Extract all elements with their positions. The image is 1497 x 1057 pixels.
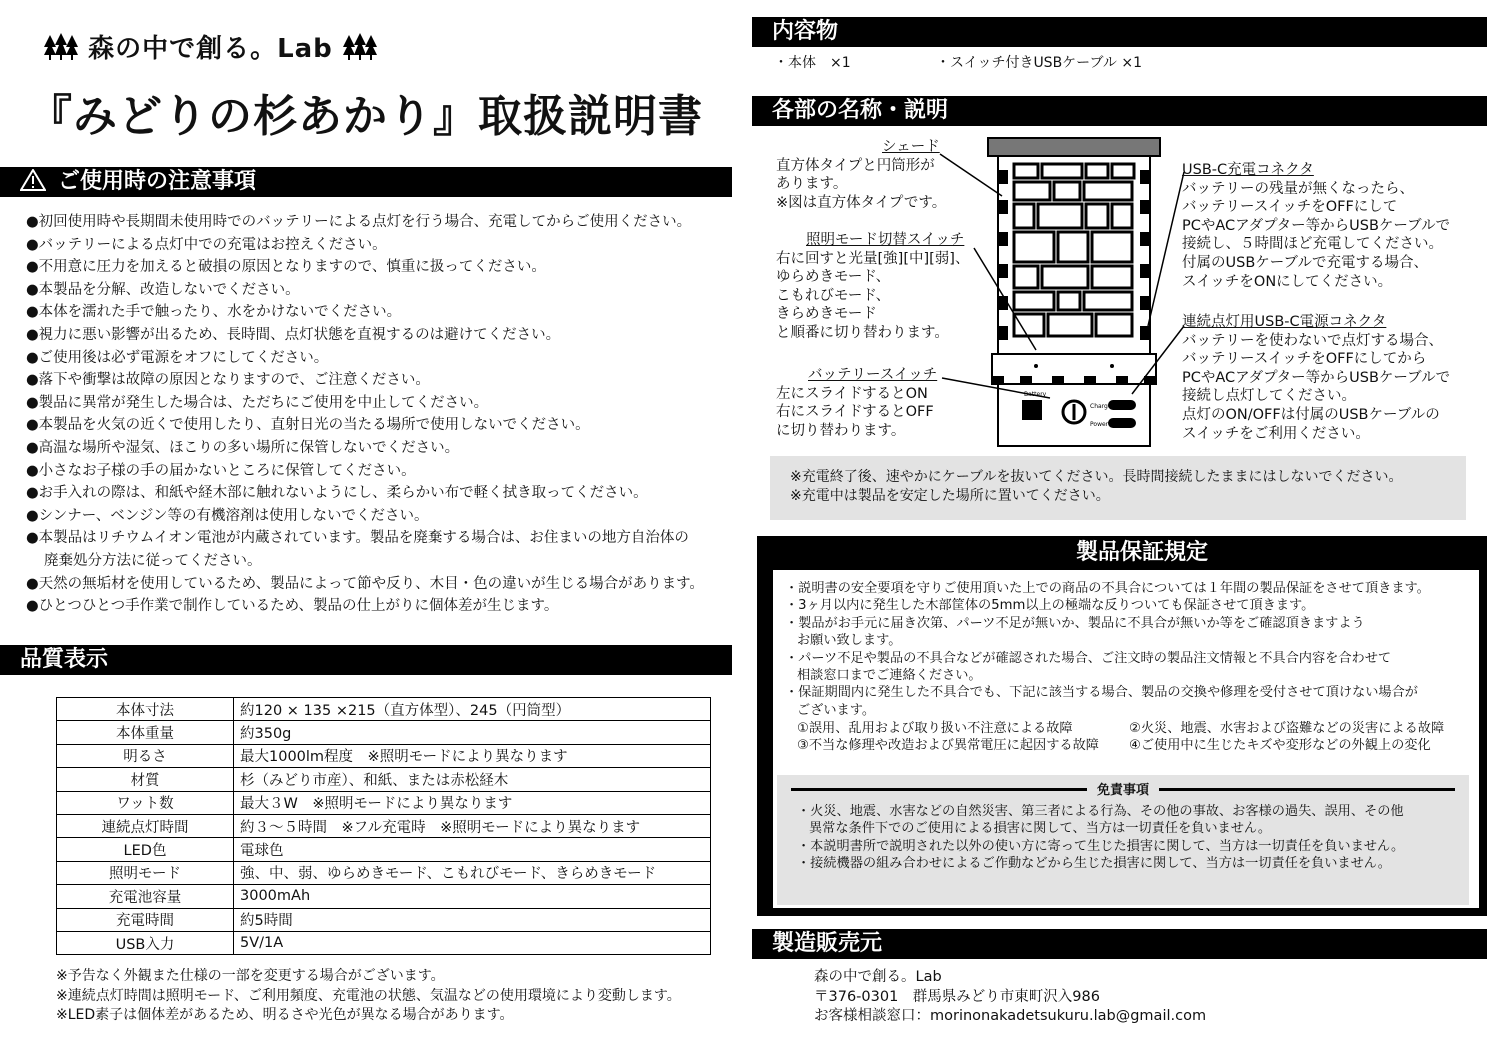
- maker-header: [752, 929, 1487, 959]
- list-item: 相談窓口までご連絡ください。: [797, 668, 982, 684]
- power-line: スイッチをご利用ください。: [1182, 425, 1370, 442]
- list-item: ございます。: [797, 702, 876, 718]
- list-item: ・本説明書所で説明された以外の使い方に寄って生じた損害に関して、当方は一切責任を負いません。: [797, 838, 1405, 854]
- list-item: ●視力に悪い影響が出るため、長時間、点灯状態を直視するのは避けてください。: [26, 326, 561, 343]
- spec-key: 充電時間: [57, 908, 234, 931]
- warranty-body: [773, 570, 1479, 908]
- note: ※連続点灯時間は照明モード、ご利用頻度、充電池の状態、気温などの使用環境により変動します。: [56, 987, 681, 1004]
- tree-icon: [44, 33, 78, 61]
- usbc-line: バッテリーの残量が無くなったら、: [1182, 180, 1414, 197]
- maker-heading: 製造販売元: [772, 931, 883, 956]
- spec-key: 本体重量: [57, 721, 234, 744]
- precautions-header: [0, 167, 732, 197]
- exclusion-cases: [797, 720, 1444, 755]
- spec-value: 強、中、弱、ゆらめきモード、こもれびモード、きらめきモード: [234, 861, 711, 884]
- list-item: ●小さなお子様の手の届かないところに保管してください。: [26, 462, 416, 479]
- list-item: 異常な条件下でのご使用による損害に関して、当方は一切責任を負いません。: [809, 821, 1272, 837]
- mode-line: こもれびモード、: [776, 287, 891, 304]
- table-row: [57, 908, 711, 931]
- battery-title: バッテリースイッチ: [808, 367, 938, 383]
- list-item: ・パーツ不足や製品の不具合などが確認された場合、ご注文時の製品注文情報と不具合内容を合わせて: [785, 650, 1392, 666]
- spec-key: LED色: [57, 838, 234, 861]
- mode-line: 右に回すと光量[強][中][弱]、: [776, 250, 970, 267]
- spec-value: 約350g: [234, 721, 711, 744]
- mode-title: 照明モード切替スイッチ: [806, 232, 965, 248]
- list-item: ・接続機器の組み合わせによるご作動などから生じた損害に関して、当方は一切責任を負いません。: [797, 856, 1391, 872]
- quality-header: [0, 645, 732, 675]
- brand-name: 森の中で創る。Lab: [88, 34, 333, 64]
- power-line: バッテリースイッチをOFFにしてから: [1182, 351, 1427, 368]
- warranty-list: [785, 580, 1430, 719]
- list-item: ●本製品はリチウムイオン電池が内蔵されています。製品を廃棄する場合は、お住まいの地方自治体の: [26, 530, 689, 547]
- list-item: 廃棄処分方法に従ってください。: [44, 552, 262, 569]
- table-row: [57, 931, 711, 954]
- list-item: ●本製品を分解、改造しないでください。: [26, 281, 300, 298]
- spec-value: 杉（みどり市産）、和紙、または赤松経木: [234, 768, 711, 791]
- spec-key: 材質: [57, 768, 234, 791]
- spec-value: 約5時間: [234, 908, 711, 931]
- maker-contact: お客様相談窓口：morinonakadetsukuru.lab@gmail.com: [814, 1008, 1207, 1024]
- shade-title: シェード: [882, 139, 940, 155]
- spec-key: 連続点灯時間: [57, 814, 234, 837]
- table-row: [57, 698, 711, 721]
- list-item: ・保証期間内に発生した不具合でも、下記に該当する場合、製品の交換や修理を受付させて頂けない場合が: [785, 685, 1418, 701]
- list-item: ・製品がお手元に届き次第、パーツ不足が無いか、製品に不具合が無いか等をご確認頂きますよう: [785, 615, 1365, 631]
- power-title: 連続点灯用USB-C電源コネクタ: [1182, 314, 1387, 330]
- case-item: ①誤用、乱用および取り扱い不注意による故障: [797, 721, 1073, 736]
- list-item: お願い致します。: [797, 633, 902, 649]
- table-row: [57, 814, 711, 837]
- mode-line: きらめきモード: [776, 306, 877, 323]
- spec-value: 約３～５時間 ※フル充電時 ※照明モードにより異なります: [234, 814, 711, 837]
- mode-line: ゆらめきモード、: [776, 269, 891, 286]
- list-item: ●お手入れの際は、和紙や経木部に触れないようにし、柔らかい布で軽く拭き取ってください。: [26, 485, 648, 502]
- label-shade: [776, 138, 946, 212]
- warranty-heading: 製品保証規定: [1075, 540, 1208, 565]
- precautions-heading: ご使用時の注意事項: [58, 169, 257, 194]
- list-item: ●本体を濡れた手で触ったり、水をかけないでください。: [26, 304, 402, 321]
- contents-item-body: ・本体 ×1: [774, 55, 851, 71]
- label-usbc-charge: [1182, 161, 1450, 291]
- spec-value: 約120 × 135 ×215（直方体型）、245（円筒型）: [234, 698, 711, 721]
- table-row: [57, 838, 711, 861]
- shade-line: ※図は直方体タイプです。: [776, 194, 947, 211]
- list-item: ●シンナー、ベンジン等の有機溶剤は使用しないでください。: [26, 507, 429, 524]
- contents-header: [752, 17, 1487, 47]
- list-item: ・3ヶ月以内に発生した木部筐体の5mm以上の極端な反りついても保証させて頂きます。: [785, 598, 1315, 614]
- list-item: ●不用意に圧力を加えると破損の原因となりますので、慎重に扱ってください。: [26, 259, 546, 276]
- spec-key: USB入力: [57, 931, 234, 954]
- usbc-title: USB-C充電コネクタ: [1182, 162, 1314, 178]
- page-title: 『みどりの杉あかり』取扱説明書: [28, 91, 703, 142]
- parts-header: [752, 96, 1487, 126]
- spec-value: 5V/1A: [234, 931, 711, 954]
- diagram-label: Battery: [1024, 391, 1047, 398]
- quality-heading: 品質表示: [20, 647, 109, 672]
- contents-heading: 内容物: [772, 19, 839, 44]
- usbc-line: スイッチをONにしてください。: [1182, 273, 1393, 290]
- usbc-line: PCやACアダプター等からUSBケーブルで: [1182, 217, 1451, 234]
- usbc-line: 付属のUSBケーブルで充電する場合、: [1182, 254, 1428, 271]
- warranty-section: [757, 536, 1487, 916]
- list-item: ●初回使用時や長期間未使用時でのバッテリーによる点灯を行う場合、充電してからご使用ください。: [26, 214, 692, 230]
- spec-value: 最大1000lm程度 ※照明モードにより異なります: [234, 744, 711, 767]
- spec-value: 電球色: [234, 838, 711, 861]
- spec-key: 明るさ: [57, 744, 234, 767]
- list-item: ●製品に異常が発生した場合は、ただちにご使用を中止してください。: [26, 394, 489, 411]
- disclaimer-heading: 免責事項: [1087, 783, 1159, 798]
- table-row: [57, 768, 711, 791]
- disclaimer-box: [777, 775, 1469, 905]
- maker-info: [814, 968, 1206, 1027]
- note: ※充電中は製品を安定した場所に置いてください。: [790, 488, 1110, 504]
- battery-line: に切り替わります。: [776, 422, 906, 439]
- power-line: 点灯のON/OFFは付属のUSBケーブルの: [1182, 406, 1440, 423]
- spec-table: [56, 697, 711, 955]
- spec-value: 最大３W ※照明モードにより異なります: [234, 791, 711, 814]
- maker-name: 森の中で創る。Lab: [814, 969, 942, 985]
- parts-heading: 各部の名称・説明: [772, 98, 949, 123]
- table-row: [57, 861, 711, 884]
- precautions-list: [26, 211, 704, 618]
- table-row: [57, 721, 711, 744]
- spec-key: 充電池容量: [57, 885, 234, 908]
- usbc-line: 接続し、５時間ほど充電してください。: [1182, 236, 1443, 253]
- spec-key: 本体寸法: [57, 698, 234, 721]
- charging-notes: [770, 456, 1466, 520]
- usbc-line: バッテリースイッチをOFFにして: [1182, 199, 1398, 216]
- tree-icon: [343, 33, 377, 61]
- table-row: [57, 744, 711, 767]
- power-line: PCやACアダプター等からUSBケーブルで: [1182, 369, 1451, 386]
- power-line: バッテリーを使わないで点灯する場合、: [1182, 332, 1443, 349]
- disclaimer-list: [797, 803, 1404, 873]
- quality-notes: [56, 967, 681, 1026]
- list-item: ・火災、地震、水害などの自然災害、第三者による行為、その他の事故、お客様の過失、誤用、その他: [797, 804, 1404, 819]
- case-item: ③不当な修理や改造および異常電圧に起因する故障: [797, 738, 1099, 754]
- brand-logo: [44, 28, 377, 65]
- contents-item-cable: ・スイッチ付きUSBケーブル ×1: [936, 55, 1143, 71]
- shade-line: 直方体タイプと円筒形が: [776, 157, 935, 174]
- warning-icon: [20, 169, 46, 191]
- shade-line: あります。: [776, 176, 848, 193]
- spec-key: ワット数: [57, 791, 234, 814]
- mode-line: と順番に切り替わります。: [776, 324, 949, 341]
- list-item: ・説明書の安全要項を守りご使用頂いた上での商品の不具合については１年間の製品保証をさせて頂きます。: [785, 581, 1430, 596]
- power-line: 接続し点灯してください。: [1182, 388, 1356, 405]
- maker-address: 〒376-0301 群馬県みどり市東町沢入986: [814, 988, 1100, 1005]
- list-item: ●バッテリーによる点灯中での充電はお控えください。: [26, 236, 387, 253]
- diagram-label: Power: [1090, 421, 1109, 428]
- note: ※予告なく外観また仕様の一部を変更する場合がございます。: [56, 968, 445, 984]
- label-mode-switch: [776, 231, 969, 343]
- table-row: [57, 791, 711, 814]
- list-item: ●ひとつひとつ手作業で制作しているため、製品の仕上がりに個体差が生じます。: [26, 598, 559, 615]
- diagram-label: Charge: [1090, 403, 1112, 410]
- spec-key: 照明モード: [57, 861, 234, 884]
- list-item: ●落下や衝撃は故障の原因となりますので、ご注意ください。: [26, 372, 430, 389]
- label-usbc-power: [1182, 313, 1450, 443]
- case-item: ②火災、地震、水害および盗難などの災害による故障: [1129, 721, 1445, 736]
- note: ※充電終了後、速やかにケーブルを抜いてください。長時間接続したままにはしないでください。: [790, 469, 1403, 485]
- battery-line: 左にスライドするとON: [776, 385, 928, 402]
- note: ※LED素子は個体差があるため、明るさや光色が異なる場合があります。: [56, 1007, 514, 1023]
- spec-value: 3000mAh: [234, 885, 711, 908]
- label-battery-switch: [776, 366, 937, 440]
- list-item: ●本製品を火気の近くで使用したり、直射日光の当たる場所で使用しないでください。: [26, 417, 590, 434]
- battery-line: 右にスライドするとOFF: [776, 404, 934, 421]
- table-row: [57, 885, 711, 908]
- list-item: ●天然の無垢材を使用しているため、製品によって節や反り、木目・色の違いが生じる場合があります。: [26, 575, 704, 592]
- list-item: ●ご使用後は必ず電源をオフにしてください。: [26, 349, 329, 366]
- list-item: ●高温な場所や湿気、ほこりの多い場所に保管しないでください。: [26, 439, 460, 456]
- case-item: ④ご使用中に生じたキズや変形などの外観上の変化: [1129, 738, 1431, 754]
